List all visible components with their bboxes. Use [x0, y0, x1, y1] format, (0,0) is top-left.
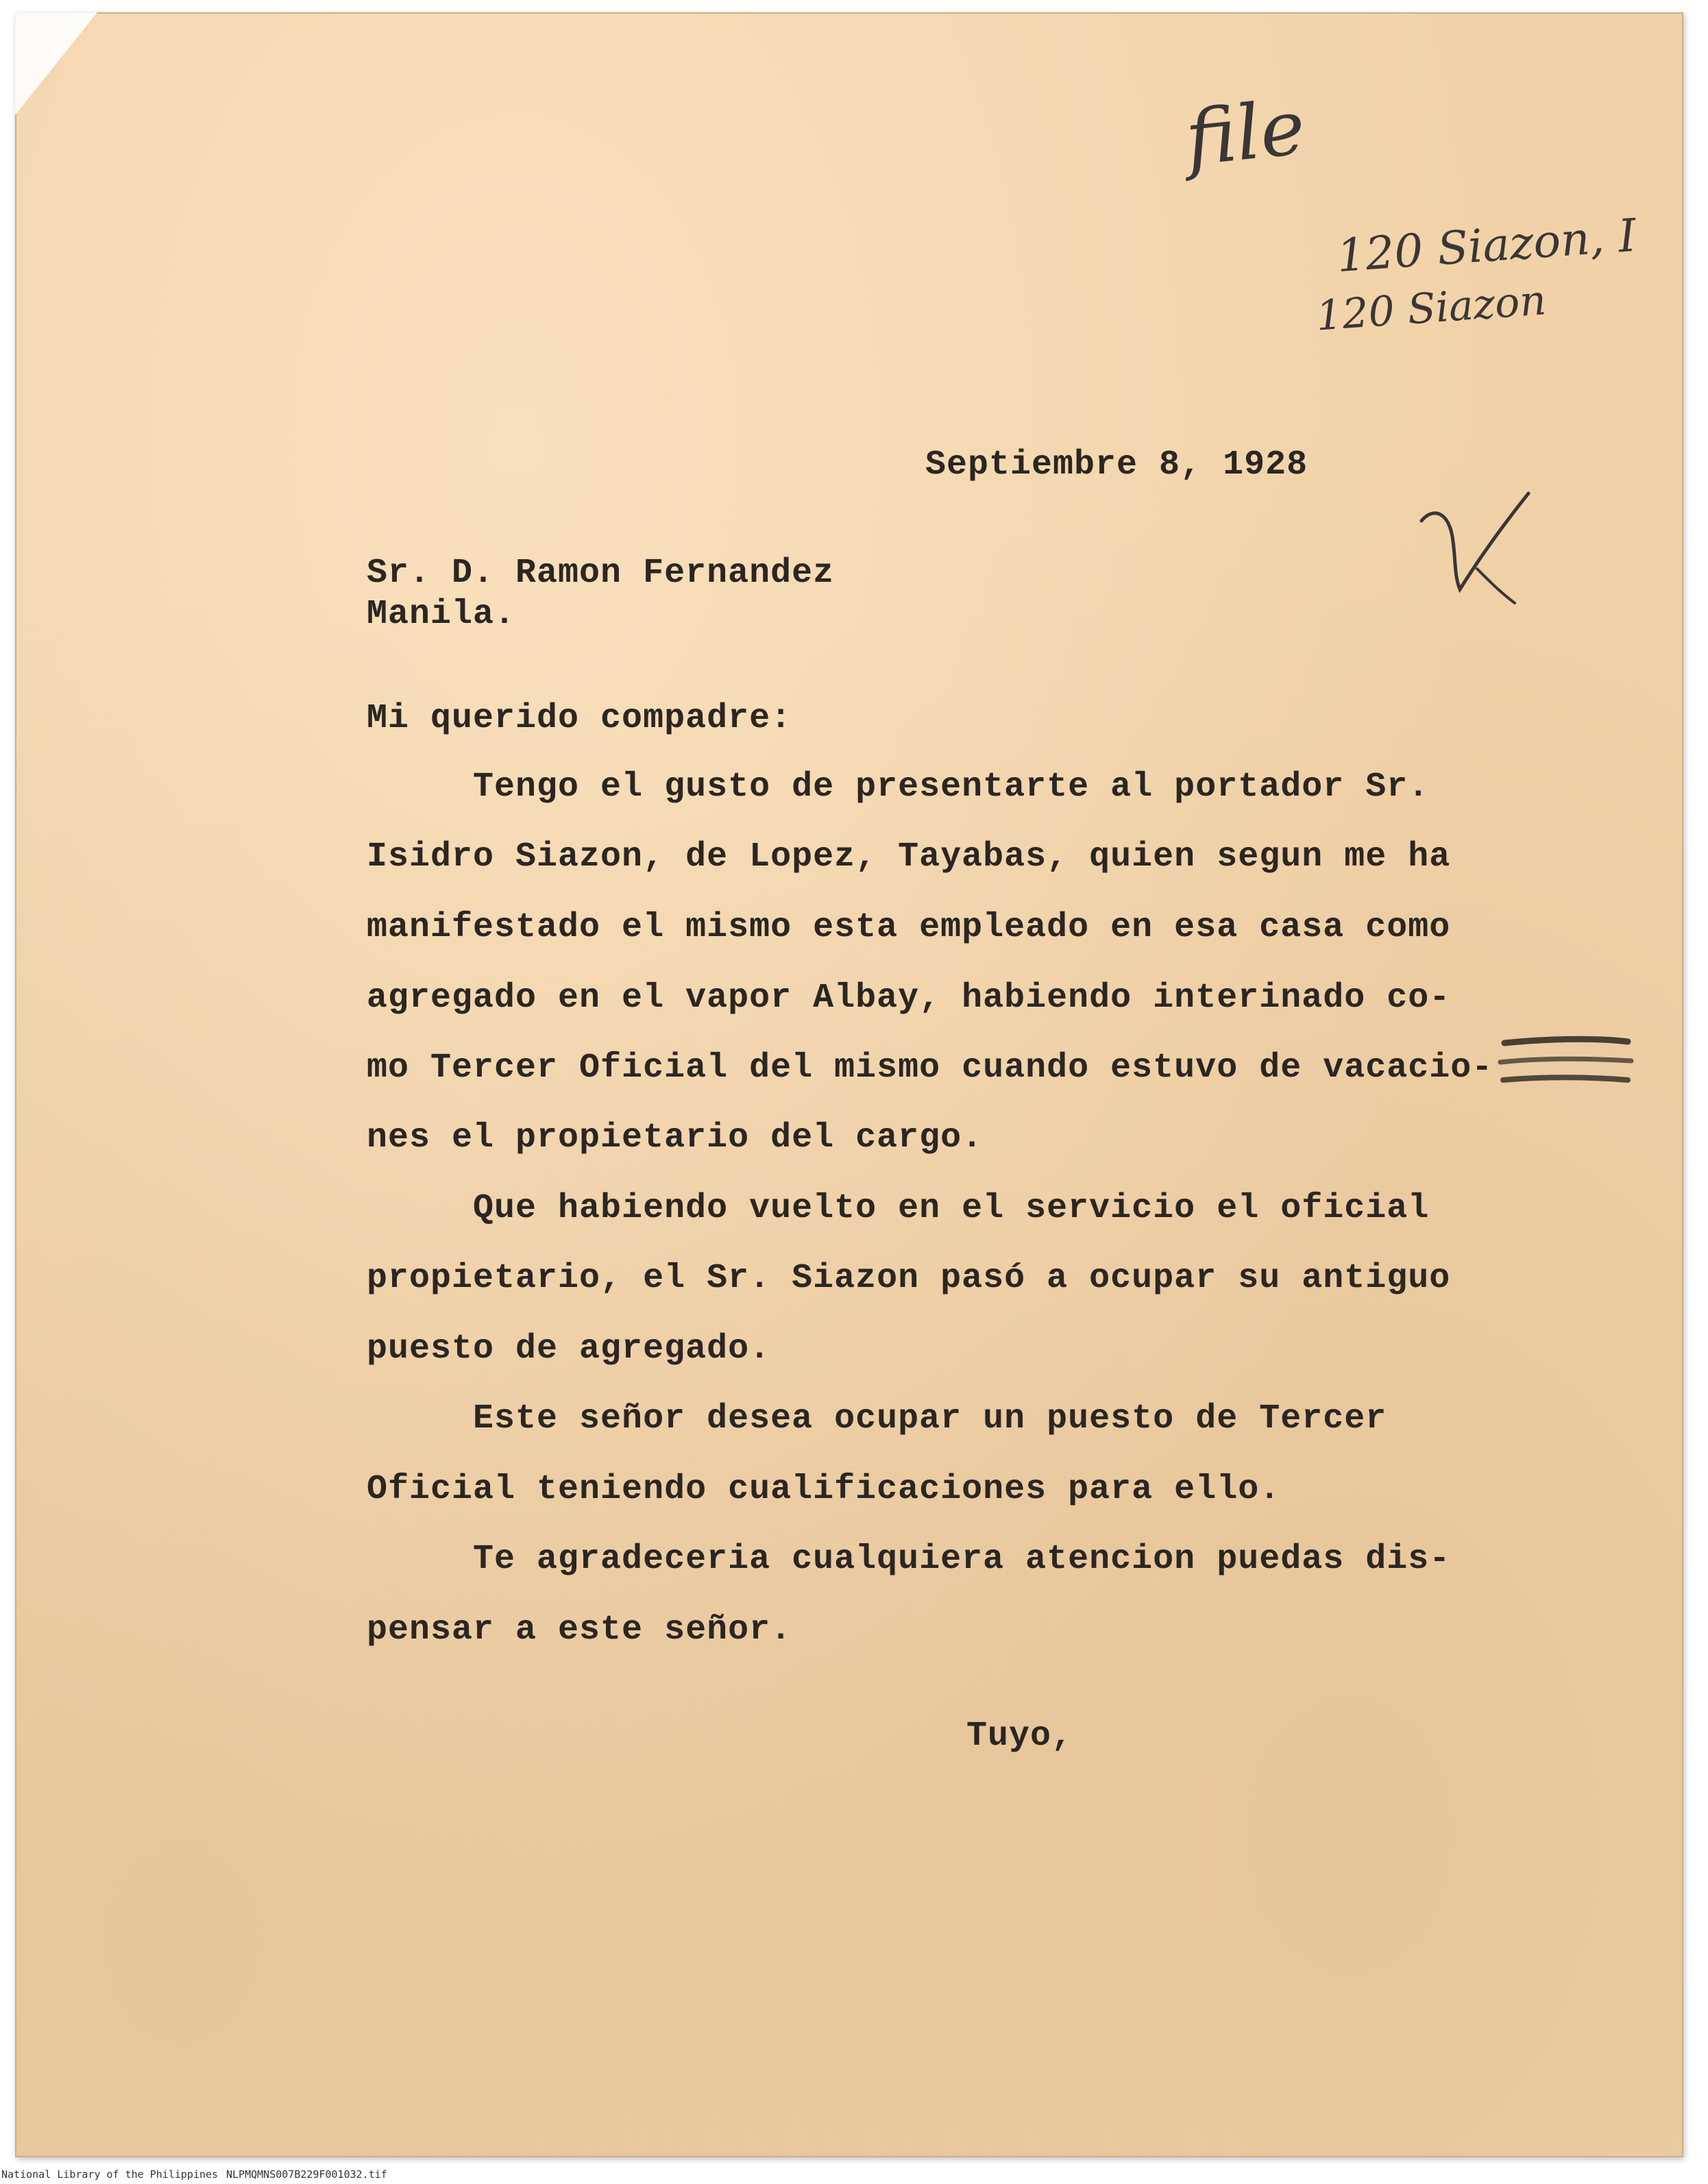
handwritten-check-icon	[1412, 480, 1535, 610]
closing: Tuyo,	[966, 1717, 1073, 1756]
body-line-6: nes el propietario del cargo.	[367, 1118, 984, 1157]
body-line-9: puesto de agregado.	[367, 1329, 771, 1369]
handwritten-file-note: file	[1181, 83, 1309, 183]
footer-filename: NLPMQMNS007B229F001032.tif	[226, 2168, 387, 2181]
body-line-7: Que habiendo vuelto en el servicio el oficial	[367, 1189, 1430, 1228]
letter-date: Septiembre 8, 1928	[925, 445, 1308, 484]
recipient-name: Sr. D. Ramon Fernandez	[367, 554, 835, 593]
body-line-1: Tengo el gusto de presentarte al portador Sr.	[367, 768, 1430, 807]
body-line-3: manifestado el mismo esta empleado en esa casa como	[367, 908, 1451, 947]
torn-corner	[15, 12, 97, 115]
body-line-12: Te agradeceria cualquiera atencion puedas dis-	[367, 1540, 1451, 1579]
body-line-11: Oficial teniendo cualificaciones para ello.	[367, 1470, 1281, 1509]
recipient-city: Manila.	[367, 595, 516, 634]
body-line-5: mo Tercer Oficial del mismo cuando estuvo de vacacio-	[367, 1048, 1493, 1088]
body-line-10: Este señor desea ocupar un puesto de Tercer	[367, 1399, 1387, 1438]
handwritten-reference-1: 120 Siazon, I	[1334, 208, 1638, 283]
body-line-8: propietario, el Sr. Siazon pasó a ocupar su antiguo	[367, 1259, 1451, 1298]
body-line-13: pensar a este señor.	[367, 1610, 792, 1649]
salutation: Mi querido compadre:	[367, 699, 792, 738]
body-line-4: agregado en el vapor Albay, habiendo interinado co-	[367, 979, 1451, 1018]
body-line-2: Isidro Siazon, de Lopez, Tayabas, quien segun me ha	[367, 837, 1451, 876]
footer-institution: National Library of the Philippines	[1, 2168, 219, 2181]
handwritten-reference-2: 120 Siazon	[1314, 276, 1548, 341]
ink-strike-marks	[1491, 1028, 1642, 1096]
